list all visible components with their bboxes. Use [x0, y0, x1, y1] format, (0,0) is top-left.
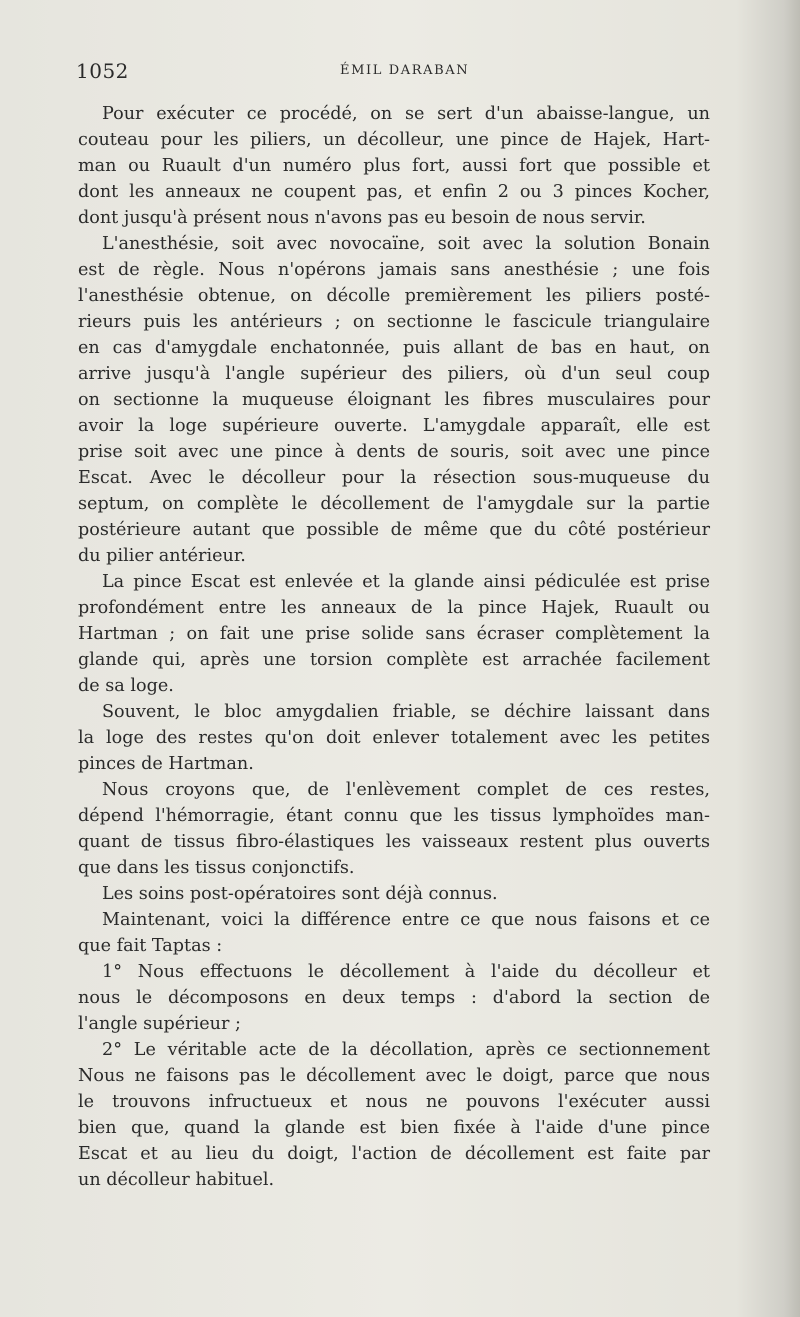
text-line: l'angle supérieur ; [78, 1014, 241, 1034]
text-line: la loge des restes qu'on doit enlever totalement avec les petites [78, 728, 710, 748]
text-line: Maintenant, voici la différence entre ce que nous faisons et ce [102, 910, 710, 930]
text-line: un décolleur habituel. [78, 1170, 275, 1190]
text-line: man ou Ruault d'un numéro plus fort, aussi fort que possible et [78, 156, 710, 176]
text-line: l'anesthésie obtenue, on décolle premièrement les piliers posté- [78, 286, 710, 306]
text-line: postérieure autant que possible de même que du côté postérieur [78, 520, 710, 540]
text-line: dépend l'hémorragie, étant connu que les tissus lymphoïdes man- [78, 806, 710, 826]
text-line: Pour exécuter ce procédé, on se sert d'un abaisse-langue, un [102, 104, 710, 124]
text-line: couteau pour les piliers, un décolleur, une pince de Hajek, Hart- [78, 130, 710, 150]
text-line: 1° Nous effectuons le décollement à l'aide du décolleur et [102, 962, 710, 982]
body-text [78, 101, 710, 1193]
text-line: que dans les tissus conjonctifs. [78, 858, 355, 878]
running-head: ÉMIL DARABAN [340, 63, 470, 78]
text-line: Souvent, le bloc amygdalien friable, se déchire laissant dans [102, 702, 710, 722]
text-line: le trouvons infructueux et nous ne pouvons l'exécuter aussi [78, 1092, 710, 1112]
text-line: en cas d'amygdale enchatonnée, puis allant de bas en haut, on [78, 338, 710, 358]
text-line: que fait Taptas : [78, 936, 223, 956]
text-line: quant de tissus fibro-élastiques les vaisseaux restent plus ouverts [78, 832, 710, 852]
text-line: de sa loge. [78, 676, 174, 696]
text-line: pinces de Hartman. [78, 754, 254, 774]
text-line: L'anesthésie, soit avec novocaïne, soit avec la solution Bonain [102, 234, 710, 254]
page-number: 1052 [76, 59, 129, 83]
text-line: avoir la loge supérieure ouverte. L'amygdale apparaît, elle est [78, 416, 710, 436]
text-line: du pilier antérieur. [78, 546, 246, 566]
text-line: dont les anneaux ne coupent pas, et enfin 2 ou 3 pinces Kocher, [78, 182, 710, 202]
text-line: rieurs puis les antérieurs ; on sectionne le fascicule triangulaire [78, 312, 710, 332]
text-line: septum, on complète le décollement de l'amygdale sur la partie [78, 494, 710, 514]
text-line: La pince Escat est enlevée et la glande ainsi pédiculée est prise [102, 572, 710, 592]
text-line: prise soit avec une pince à dents de souris, soit avec une pince [78, 442, 710, 462]
text-line: on sectionne la muqueuse éloignant les fibres musculaires pour [78, 390, 710, 410]
text-line: arrive jusqu'à l'angle supérieur des piliers, où d'un seul coup [78, 364, 710, 384]
text-line: Escat. Avec le décolleur pour la résection sous-muqueuse du [78, 468, 710, 488]
text-line: 2° Le véritable acte de la décollation, après ce sectionnement [102, 1040, 710, 1060]
text-line: bien que, quand la glande est bien fixée à l'aide d'une pince [78, 1118, 710, 1138]
text-line: Les soins post-opératoires sont déjà connus. [102, 884, 498, 904]
text-line: nous le décomposons en deux temps : d'abord la section de [78, 988, 710, 1008]
text-line: Hartman ; on fait une prise solide sans écraser complètement la [78, 624, 710, 644]
text-line: dont jusqu'à présent nous n'avons pas eu besoin de nous servir. [78, 208, 646, 228]
text-line: profondément entre les anneaux de la pince Hajek, Ruault ou [78, 598, 710, 618]
text-line: Nous ne faisons pas le décollement avec le doigt, parce que nous [78, 1066, 710, 1086]
text-line: Nous croyons que, de l'enlèvement complet de ces restes, [102, 780, 710, 800]
text-line: Escat et au lieu du doigt, l'action de décollement est faite par [78, 1144, 710, 1164]
text-line: est de règle. Nous n'opérons jamais sans anesthésie ; une fois [78, 260, 710, 280]
text-line: glande qui, après une torsion complète est arrachée facilement [78, 650, 710, 670]
